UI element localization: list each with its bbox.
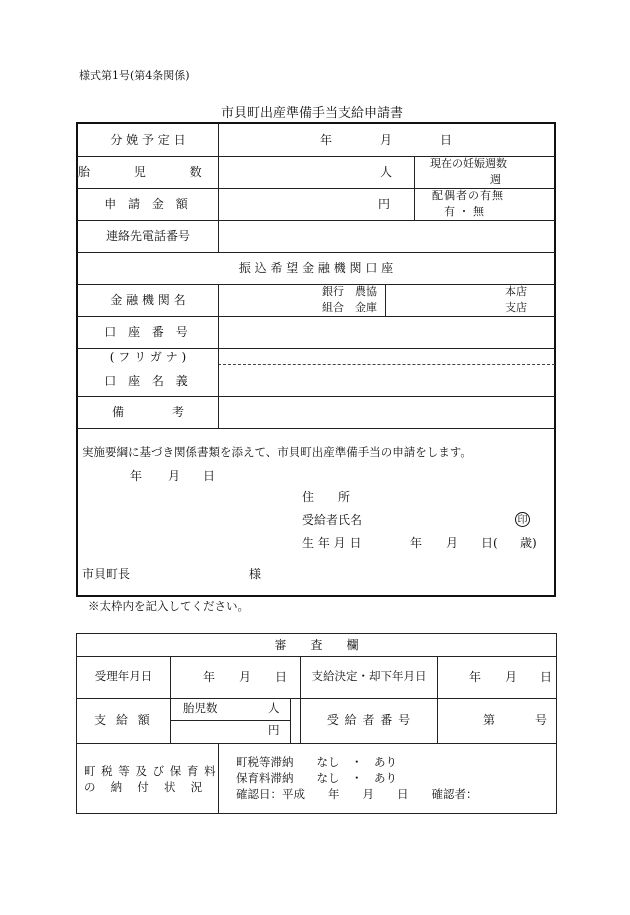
bank-type-options-2: 組合 金庫 [322, 301, 377, 314]
seal-mark: 印 [515, 512, 530, 527]
address-label: 住 所 [302, 490, 351, 504]
birth-year-unit: 年 [410, 536, 423, 550]
spouse-options[interactable]: 有 ・ 無 [444, 205, 484, 218]
review-fetus-unit: 人 [268, 701, 280, 715]
applicant-name-label: 受給者氏名 [302, 513, 363, 527]
birth-day-unit: 日( [481, 536, 498, 550]
review-header: 審 査 欄 [274, 638, 359, 652]
number-prefix: 第 [483, 713, 496, 727]
number-suffix: 号 [535, 713, 548, 727]
form-number: 様式第1号(第4条関係) [79, 69, 190, 82]
due-date-label: 分 娩 予 定 日 [110, 133, 186, 147]
confirmation-line: 確認日：平成 年 月 日 確認者： [236, 787, 478, 801]
pregnancy-weeks-unit: 週 [490, 173, 501, 186]
account-name-label: 口 座 名 義 [104, 374, 192, 388]
declaration-text: 実施要綱に基づき関係書類を添えて、市貝町出産準備手当の申請をします。 [82, 445, 472, 459]
requested-amount-unit: 円 [378, 197, 391, 211]
phone-label: 連絡先電話番号 [105, 229, 190, 243]
bank-type-options-1: 銀行 農協 [322, 285, 377, 298]
review-yen-unit: 円 [268, 723, 280, 737]
fetus-count-label: 胎 児 数 [78, 165, 222, 179]
age-unit: 歳) [520, 536, 537, 550]
honorific-label: 様 [249, 567, 262, 581]
town-tax-arrears: 町税等滞納 なし ・ あり [236, 755, 397, 769]
due-date-month-unit: 月 [380, 133, 393, 147]
fill-in-note: ※太枠内を記入してください。 [88, 599, 249, 613]
requested-amount-label: 申 請 金 額 [104, 197, 192, 211]
fetus-count-unit: 人 [380, 165, 393, 179]
account-number-label: 口 座 番 号 [104, 325, 192, 339]
declaration-day-unit: 日 [203, 469, 216, 483]
bank-section-header: 振 込 希 望 金 融 機 関 口 座 [238, 261, 394, 275]
receipt-date-label: 受理年月日 [94, 669, 153, 683]
receipt-day-unit: 日 [275, 670, 288, 684]
pregnancy-weeks-label: 現在の妊娠週数 [430, 157, 507, 170]
branch-main-label: 本店 [505, 285, 527, 298]
review-fetus-count-label: 胎児数 [183, 701, 218, 715]
remarks-label: 備 考 [111, 405, 184, 419]
furigana-label: ( フ リ ガ ナ ) [109, 350, 187, 364]
declaration-month-unit: 月 [168, 469, 181, 483]
decision-year-unit: 年 [469, 670, 482, 684]
receipt-year-unit: 年 [203, 670, 216, 684]
due-date-year-field[interactable] [230, 128, 310, 152]
childcare-fee-arrears: 保育料滞納 なし ・ あり [236, 771, 397, 785]
form-title: 市貝町出産準備手当支給申請書 [221, 106, 404, 121]
due-date-year-unit: 年 [320, 133, 333, 147]
branch-sub-label: 支店 [505, 301, 527, 314]
tax-status-label-2: の 納 付 状 況 [84, 780, 203, 794]
tax-status-label-1: 町 税 等 及 び 保 育 料 [84, 764, 217, 778]
decision-month-unit: 月 [505, 670, 518, 684]
decision-day-unit: 日 [540, 670, 553, 684]
spouse-label: 配偶者の有無 [432, 189, 504, 202]
decision-date-label: 支給決定・却下年月日 [311, 669, 427, 683]
birth-month-unit: 月 [446, 536, 459, 550]
due-date-day-unit: 日 [440, 133, 453, 147]
bank-name-label: 金 融 機 関 名 [110, 293, 186, 307]
receipt-month-unit: 月 [239, 670, 252, 684]
declaration-year-unit: 年 [130, 469, 143, 483]
birth-date-label: 生 年 月 日 [302, 536, 362, 550]
recipient-number-label: 受 給 者 番 号 [326, 713, 412, 727]
payment-amount-label: 支 給 額 [94, 713, 153, 727]
mayor-label: 市貝町長 [82, 567, 131, 581]
